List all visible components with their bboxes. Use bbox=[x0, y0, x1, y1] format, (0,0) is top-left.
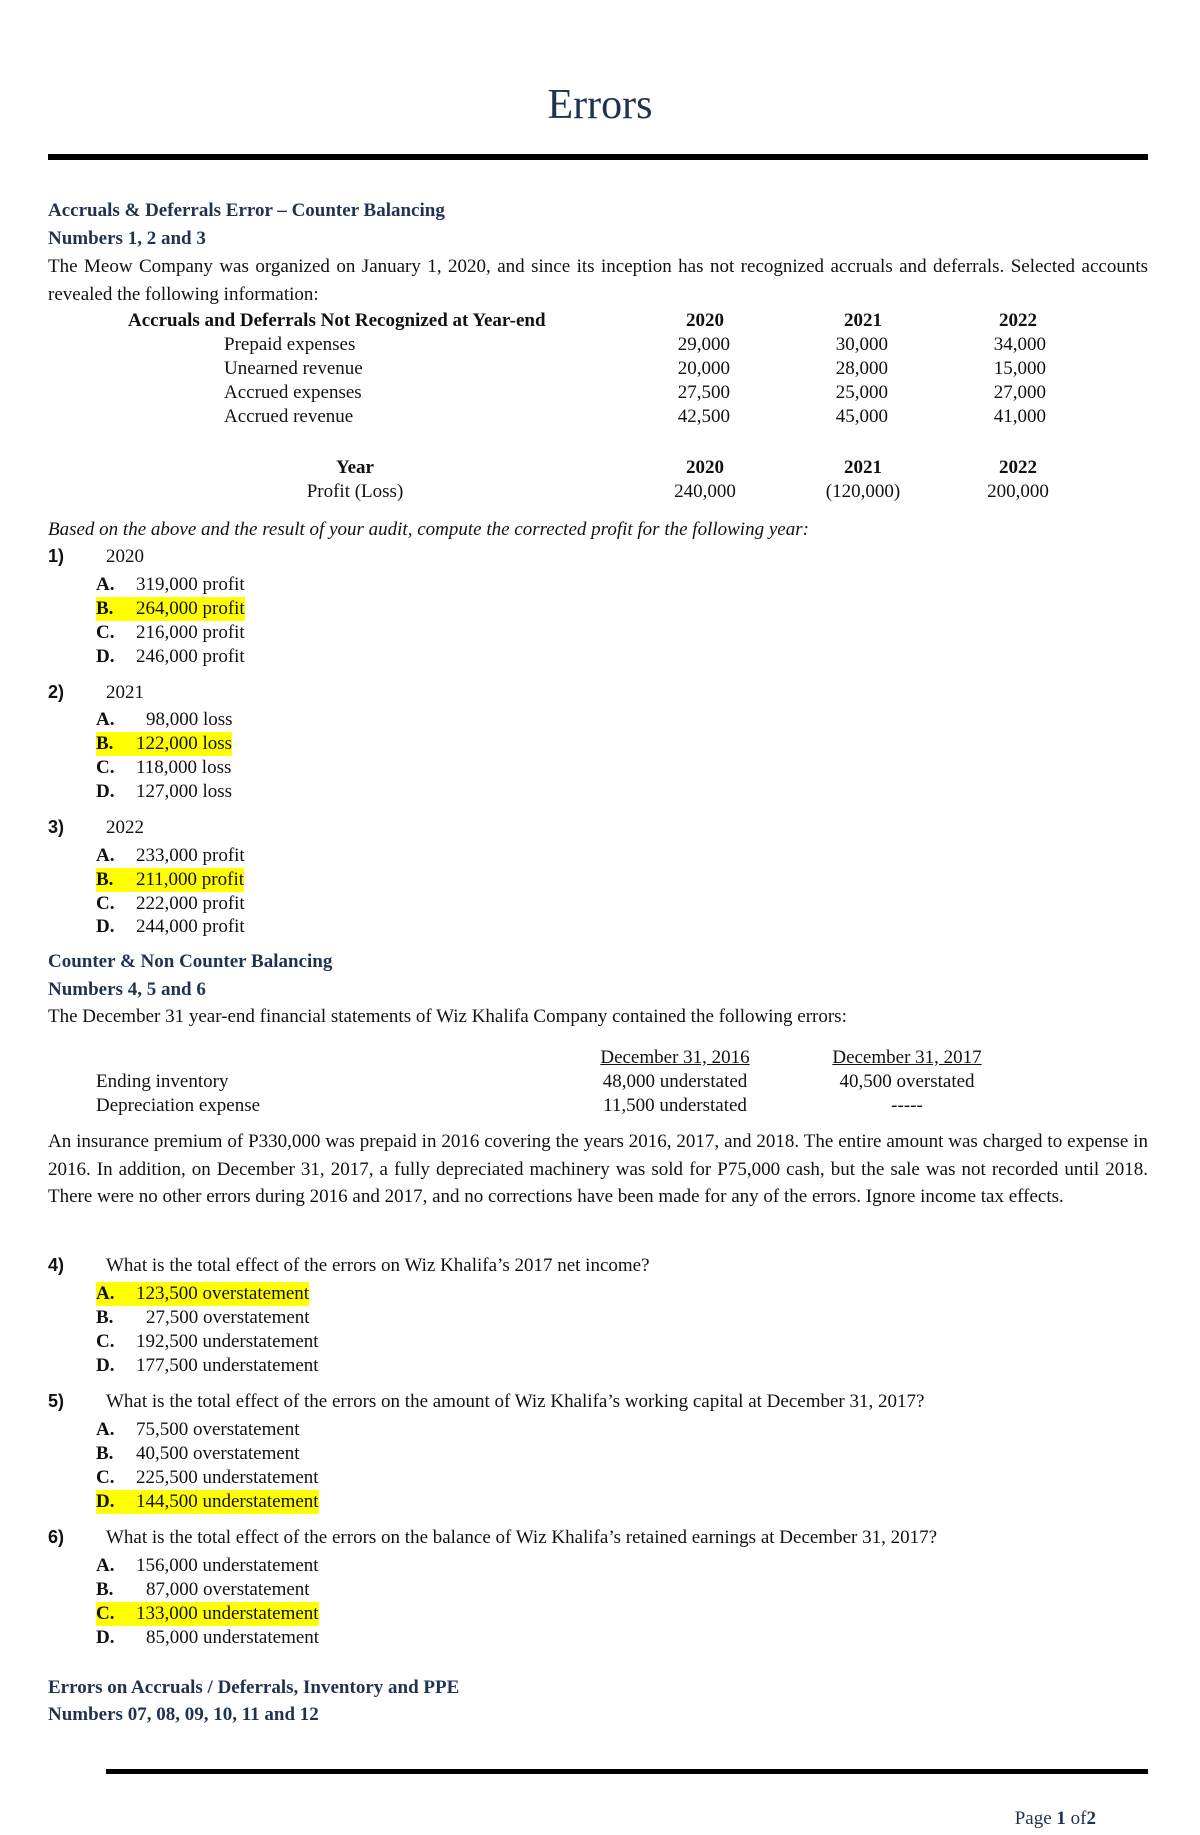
section3-heading: Errors on Accruals / Deferrals, Inventory and PPE bbox=[48, 1677, 460, 1698]
option-letter: C. bbox=[96, 893, 115, 914]
question-text: What is the total effect of the errors on the balance of Wiz Khalifa’s retained earnings at December 31, 2017? bbox=[106, 1527, 938, 1548]
table1-cell: 30,000 bbox=[835, 334, 888, 355]
option-letter: C. bbox=[96, 1331, 115, 1352]
option-letter: D. bbox=[96, 1491, 115, 1512]
option-letter: B. bbox=[96, 869, 114, 890]
page-title: Errors bbox=[547, 82, 653, 128]
table1-row-label: Unearned revenue bbox=[224, 358, 363, 379]
option-text: 233,000 profit bbox=[136, 845, 245, 866]
option-letter: D. bbox=[96, 646, 115, 667]
question-number: 1) bbox=[48, 546, 65, 566]
option-a[interactable] bbox=[96, 844, 245, 868]
option-letter: A. bbox=[96, 845, 115, 866]
footer-divider bbox=[106, 1769, 1148, 1774]
table2-label: Profit (Loss) bbox=[306, 481, 404, 502]
option-letter: B. bbox=[96, 1443, 114, 1464]
option-letter: D. bbox=[96, 916, 115, 937]
option-letter: C. bbox=[96, 622, 115, 643]
option-letter: C. bbox=[96, 1603, 115, 1624]
table1-cell: 34,000 bbox=[993, 334, 1046, 355]
option-c[interactable] bbox=[96, 756, 231, 780]
option-letter: D. bbox=[96, 1627, 115, 1648]
option-text: 211,000 profit bbox=[136, 869, 245, 890]
option-a[interactable] bbox=[96, 573, 245, 597]
option-text: 225,500 understatement bbox=[136, 1467, 319, 1488]
option-letter: B. bbox=[96, 733, 114, 754]
errors-table-cell: ----- bbox=[891, 1095, 923, 1116]
section3-numbers: Numbers 07, 08, 09, 10, 11 and 12 bbox=[48, 1704, 319, 1725]
section1-intro: The Meow Company was organized on January 1, 2020, and since its inception has not recognized accruals and deferrals. Selected accounts revealed the following information: bbox=[48, 256, 1148, 305]
option-text: 246,000 profit bbox=[136, 646, 245, 667]
page-total: 2 bbox=[1086, 1808, 1096, 1829]
page-current: 1 bbox=[1056, 1808, 1066, 1829]
option-a-answer[interactable] bbox=[96, 1282, 309, 1306]
option-b[interactable] bbox=[96, 1578, 310, 1602]
option-letter: C. bbox=[96, 1467, 115, 1488]
table2-cell: 240,000 bbox=[674, 481, 736, 502]
option-text: 319,000 profit bbox=[136, 574, 245, 595]
table1-cell: 28,000 bbox=[835, 358, 888, 379]
section2-numbers: Numbers 4, 5 and 6 bbox=[48, 979, 206, 1000]
option-a[interactable] bbox=[96, 1554, 319, 1578]
option-a[interactable] bbox=[96, 1418, 300, 1442]
option-text: 264,000 profit bbox=[136, 598, 245, 619]
question-text: What is the total effect of the errors on Wiz Khalifa’s 2017 net income? bbox=[106, 1255, 650, 1276]
option-b[interactable] bbox=[96, 1306, 310, 1330]
option-text: 127,000 loss bbox=[136, 781, 233, 802]
table1-header: Accruals and Deferrals Not Recognized at Year-end bbox=[128, 310, 546, 331]
option-text: 98,000 loss bbox=[146, 709, 233, 730]
option-letter: D. bbox=[96, 1355, 115, 1376]
option-d[interactable] bbox=[96, 645, 245, 669]
option-text: 133,000 understatement bbox=[136, 1603, 319, 1624]
option-text: 27,500 overstatement bbox=[146, 1307, 310, 1328]
option-text: 118,000 loss bbox=[136, 757, 232, 778]
option-text: 177,500 understatement bbox=[136, 1355, 319, 1376]
option-letter: B. bbox=[96, 1579, 114, 1600]
option-letter: A. bbox=[96, 1283, 115, 1304]
table2-cell: (120,000) bbox=[825, 481, 901, 502]
question-number: 2) bbox=[48, 682, 65, 702]
option-b-answer[interactable] bbox=[96, 868, 244, 892]
question-number: 3) bbox=[48, 817, 65, 837]
option-a[interactable] bbox=[96, 708, 233, 732]
table1-cell: 41,000 bbox=[993, 406, 1046, 427]
table2-year: 2020 bbox=[686, 457, 724, 478]
page-of: of bbox=[1070, 1808, 1087, 1829]
question-number: 4) bbox=[48, 1255, 65, 1275]
option-letter: A. bbox=[96, 1419, 115, 1440]
table1-cell: 27,000 bbox=[993, 382, 1046, 403]
option-text: 40,500 overstatement bbox=[136, 1443, 300, 1464]
option-d[interactable] bbox=[96, 915, 245, 939]
option-letter: A. bbox=[96, 574, 115, 595]
question-text: 2021 bbox=[106, 682, 144, 703]
option-b-answer[interactable] bbox=[96, 597, 245, 621]
option-c-answer[interactable] bbox=[96, 1602, 319, 1626]
option-b-answer[interactable] bbox=[96, 732, 232, 756]
question-text: What is the total effect of the errors on the amount of Wiz Khalifa’s working capital at December 31, 2017? bbox=[106, 1391, 925, 1412]
option-letter: B. bbox=[96, 598, 114, 619]
page-number bbox=[1015, 1808, 1096, 1830]
section2-heading: Counter & Non Counter Balancing bbox=[48, 951, 333, 972]
option-letter: A. bbox=[96, 709, 115, 730]
table1-cell: 45,000 bbox=[835, 406, 888, 427]
table1-cell: 29,000 bbox=[677, 334, 730, 355]
errors-table-row-label: Ending inventory bbox=[96, 1071, 229, 1092]
table2-year: 2022 bbox=[999, 457, 1037, 478]
table2-header: Year bbox=[336, 457, 374, 478]
table1-cell: 42,500 bbox=[677, 406, 730, 427]
option-text: 87,000 overstatement bbox=[146, 1579, 310, 1600]
section1-heading: Accruals & Deferrals Error – Counter Balancing bbox=[48, 200, 445, 221]
errors-table-row-label: Depreciation expense bbox=[96, 1095, 261, 1116]
title-divider bbox=[48, 154, 1148, 160]
option-letter: B. bbox=[96, 1307, 114, 1328]
option-text: 144,500 understatement bbox=[136, 1491, 319, 1512]
table1-row-label: Accrued revenue bbox=[224, 406, 354, 427]
question-text: 2020 bbox=[106, 546, 144, 567]
section2-paragraph: An insurance premium of P330,000 was prepaid in 2016 covering the years 2016, 2017, and 2018. The entire amount was charged to expense in 2016. In addition, on December 31, 2017, a fully depreciated machinery was sold for P75,000 cash, but the sale was not recorded until 2018. There were no other errors during 2016 and 2017, and no corrections have been made for any of the errors. Ignore income tax effects. bbox=[48, 1131, 1148, 1207]
option-text: 244,000 profit bbox=[136, 916, 245, 937]
section2-intro: The December 31 year-end financial statements of Wiz Khalifa Company contained the following errors: bbox=[48, 1006, 847, 1027]
table1-cell: 27,500 bbox=[677, 382, 730, 403]
table1-row-label: Prepaid expenses bbox=[224, 334, 356, 355]
table1-cell: 25,000 bbox=[835, 382, 888, 403]
question-number: 5) bbox=[48, 1391, 65, 1411]
option-text: 123,500 overstatement bbox=[136, 1283, 310, 1304]
instruction-text: Based on the above and the result of your audit, compute the corrected profit for the following year: bbox=[48, 519, 809, 540]
errors-table-cell: 40,500 overstated bbox=[839, 1071, 975, 1092]
option-d[interactable] bbox=[96, 780, 232, 804]
option-c[interactable] bbox=[96, 1466, 319, 1490]
option-letter: C. bbox=[96, 757, 115, 778]
option-letter: A. bbox=[96, 1555, 115, 1576]
page-prefix: Page bbox=[1014, 1808, 1052, 1829]
errors-table-column: December 31, 2017 bbox=[832, 1047, 982, 1068]
option-text: 222,000 profit bbox=[136, 893, 245, 914]
question-number: 6) bbox=[48, 1527, 65, 1547]
option-c[interactable] bbox=[96, 621, 245, 645]
option-text: 75,500 overstatement bbox=[136, 1419, 300, 1440]
option-text: 122,000 loss bbox=[136, 733, 233, 754]
table1-cell: 20,000 bbox=[677, 358, 730, 379]
option-text: 216,000 profit bbox=[136, 622, 245, 643]
option-letter: D. bbox=[96, 781, 115, 802]
question-text: 2022 bbox=[106, 817, 144, 838]
table2-year: 2021 bbox=[844, 457, 882, 478]
table1-cell: 15,000 bbox=[993, 358, 1046, 379]
table1-year: 2020 bbox=[686, 310, 724, 331]
errors-table-cell: 48,000 understated bbox=[602, 1071, 748, 1092]
table2-cell: 200,000 bbox=[987, 481, 1049, 502]
option-c[interactable] bbox=[96, 892, 245, 916]
option-d[interactable] bbox=[96, 1626, 319, 1650]
section1-numbers: Numbers 1, 2 and 3 bbox=[48, 228, 206, 249]
errors-table-cell: 11,500 understated bbox=[603, 1095, 747, 1116]
option-d-answer[interactable] bbox=[96, 1490, 319, 1514]
table1-year: 2021 bbox=[844, 310, 882, 331]
option-b[interactable] bbox=[96, 1442, 300, 1466]
table1-row-label: Accrued expenses bbox=[224, 382, 362, 403]
option-text: 192,500 understatement bbox=[136, 1331, 319, 1352]
table1-year: 2022 bbox=[999, 310, 1037, 331]
option-c[interactable] bbox=[96, 1330, 319, 1354]
option-text: 85,000 understatement bbox=[146, 1627, 320, 1648]
errors-table-column: December 31, 2016 bbox=[600, 1047, 750, 1068]
option-d[interactable] bbox=[96, 1354, 319, 1378]
option-text: 156,000 understatement bbox=[136, 1555, 319, 1576]
